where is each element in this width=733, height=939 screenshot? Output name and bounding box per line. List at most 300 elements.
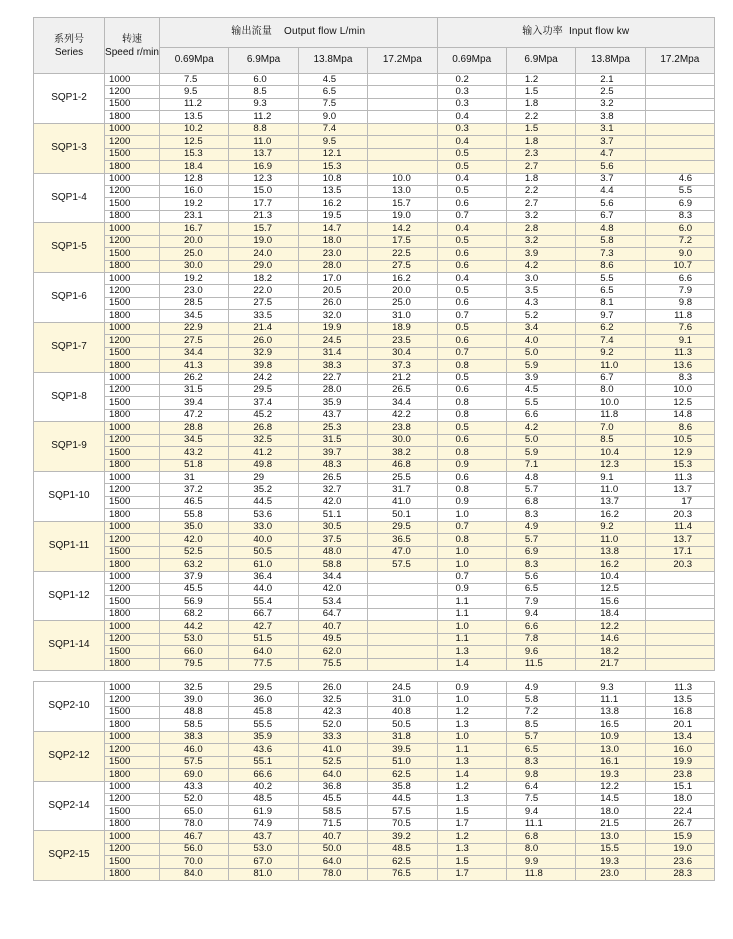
value-cell: 3.2 xyxy=(576,98,645,110)
value-cell: 19.0 xyxy=(645,843,714,855)
pressure-header: 13.8Mpa xyxy=(298,48,367,74)
value-cell: 27.5 xyxy=(229,297,298,309)
value-cell: 7.4 xyxy=(576,335,645,347)
value-cell: 6.0 xyxy=(229,74,298,86)
value-cell: 5.0 xyxy=(506,347,575,359)
value-cell: 12.9 xyxy=(645,447,714,459)
value-cell: 3.5 xyxy=(506,285,575,297)
value-cell: 66.0 xyxy=(160,646,229,658)
speed-cell: 1800 xyxy=(105,818,160,830)
pressure-header: 6.9Mpa xyxy=(506,48,575,74)
table-row xyxy=(34,384,715,396)
value-cell xyxy=(368,596,437,608)
value-cell: 9.8 xyxy=(506,769,575,781)
value-cell: 1.7 xyxy=(437,868,506,880)
value-cell: 11.0 xyxy=(229,136,298,148)
table-row xyxy=(34,769,715,781)
value-cell: 7.8 xyxy=(506,633,575,645)
value-cell xyxy=(645,161,714,173)
value-cell: 0.5 xyxy=(437,161,506,173)
value-cell: 48.3 xyxy=(298,459,367,471)
value-cell: 61.9 xyxy=(229,806,298,818)
value-cell: 15.6 xyxy=(576,596,645,608)
value-cell xyxy=(368,111,437,123)
value-cell: 18.0 xyxy=(645,793,714,805)
value-cell: 10.0 xyxy=(576,397,645,409)
value-cell: 13.0 xyxy=(576,744,645,756)
value-cell: 11.1 xyxy=(506,818,575,830)
value-cell: 6.2 xyxy=(576,322,645,334)
table-row xyxy=(34,472,715,484)
speed-cell: 1800 xyxy=(105,769,160,781)
value-cell: 5.6 xyxy=(576,161,645,173)
speed-header-cn: 转速 xyxy=(122,33,142,45)
value-cell: 5.7 xyxy=(506,534,575,546)
value-cell: 7.5 xyxy=(298,98,367,110)
speed-cell: 1200 xyxy=(105,583,160,595)
value-cell: 3.4 xyxy=(506,322,575,334)
value-cell: 11.3 xyxy=(645,682,714,694)
value-cell: 41.3 xyxy=(160,360,229,372)
value-cell: 24.5 xyxy=(368,682,437,694)
value-cell: 28.3 xyxy=(645,868,714,880)
value-cell: 2.5 xyxy=(576,86,645,98)
value-cell: 75.5 xyxy=(298,658,367,670)
value-cell: 57.5 xyxy=(368,806,437,818)
value-cell: 35.8 xyxy=(368,781,437,793)
pressure-header: 13.8Mpa xyxy=(576,48,645,74)
value-cell: 0.5 xyxy=(437,285,506,297)
value-cell: 31.4 xyxy=(298,347,367,359)
value-cell: 0.7 xyxy=(437,571,506,583)
series-cell: SQP1-14 xyxy=(34,621,105,671)
table-row xyxy=(34,596,715,608)
table-row xyxy=(34,161,715,173)
value-cell xyxy=(645,608,714,620)
speed-cell: 1800 xyxy=(105,310,160,322)
value-cell: 50.5 xyxy=(229,546,298,558)
speed-cell: 1200 xyxy=(105,534,160,546)
value-cell: 43.7 xyxy=(298,409,367,421)
value-cell: 12.5 xyxy=(645,397,714,409)
speed-cell: 1500 xyxy=(105,447,160,459)
value-cell: 38.3 xyxy=(298,360,367,372)
pressure-header: 17.2Mpa xyxy=(368,48,437,74)
table-row xyxy=(34,397,715,409)
value-cell xyxy=(368,74,437,86)
value-cell: 4.9 xyxy=(506,521,575,533)
value-cell: 5.6 xyxy=(506,571,575,583)
value-cell: 31 xyxy=(160,472,229,484)
value-cell: 5.9 xyxy=(506,360,575,372)
value-cell: 35.9 xyxy=(229,731,298,743)
value-cell: 1.5 xyxy=(437,856,506,868)
value-cell: 10.2 xyxy=(160,123,229,135)
table-row xyxy=(34,559,715,571)
value-cell xyxy=(645,98,714,110)
value-cell: 51.8 xyxy=(160,459,229,471)
value-cell: 20.3 xyxy=(645,509,714,521)
value-cell: 9.4 xyxy=(506,608,575,620)
value-cell xyxy=(645,596,714,608)
value-cell: 33.5 xyxy=(229,310,298,322)
speed-cell: 1800 xyxy=(105,459,160,471)
value-cell: 48.8 xyxy=(160,706,229,718)
value-cell xyxy=(368,148,437,160)
value-cell: 0.6 xyxy=(437,384,506,396)
value-cell: 41.2 xyxy=(229,447,298,459)
value-cell: 9.9 xyxy=(506,856,575,868)
table-row xyxy=(34,74,715,86)
value-cell xyxy=(368,646,437,658)
value-cell: 55.4 xyxy=(229,596,298,608)
table-row xyxy=(34,793,715,805)
value-cell: 4.5 xyxy=(298,74,367,86)
value-cell xyxy=(645,148,714,160)
table-row xyxy=(34,658,715,670)
value-cell: 12.2 xyxy=(576,621,645,633)
table-row xyxy=(34,123,715,135)
value-cell: 12.5 xyxy=(160,136,229,148)
value-cell: 4.3 xyxy=(506,297,575,309)
speed-cell: 1500 xyxy=(105,806,160,818)
value-cell: 31.0 xyxy=(368,694,437,706)
value-cell xyxy=(368,161,437,173)
table-row xyxy=(34,98,715,110)
speed-cell: 1500 xyxy=(105,496,160,508)
value-cell: 7.2 xyxy=(506,706,575,718)
speed-cell: 1800 xyxy=(105,111,160,123)
value-cell: 74.9 xyxy=(229,818,298,830)
value-cell: 78.0 xyxy=(298,868,367,880)
value-cell: 2.8 xyxy=(506,223,575,235)
table-row xyxy=(34,608,715,620)
value-cell: 66.7 xyxy=(229,608,298,620)
value-cell: 13.7 xyxy=(576,496,645,508)
value-cell: 23.0 xyxy=(160,285,229,297)
value-cell: 5.0 xyxy=(506,434,575,446)
value-cell: 2.7 xyxy=(506,198,575,210)
value-cell: 13.5 xyxy=(298,185,367,197)
value-cell: 1.1 xyxy=(437,633,506,645)
series-header-cn: 系列号 xyxy=(54,33,84,45)
value-cell: 55.5 xyxy=(229,719,298,731)
value-cell: 22.0 xyxy=(229,285,298,297)
value-cell: 42.0 xyxy=(298,496,367,508)
table-row xyxy=(34,260,715,272)
value-cell xyxy=(368,583,437,595)
value-cell: 25.5 xyxy=(368,472,437,484)
speed-cell: 1800 xyxy=(105,210,160,222)
value-cell: 32.5 xyxy=(298,694,367,706)
value-cell: 0.8 xyxy=(437,534,506,546)
table-row xyxy=(34,756,715,768)
value-cell xyxy=(368,608,437,620)
value-cell: 62.5 xyxy=(368,856,437,868)
table-row xyxy=(34,111,715,123)
value-cell: 14.7 xyxy=(298,223,367,235)
value-cell: 21.7 xyxy=(576,658,645,670)
value-cell: 19.2 xyxy=(160,273,229,285)
value-cell: 7.9 xyxy=(506,596,575,608)
value-cell xyxy=(645,74,714,86)
value-cell: 15.9 xyxy=(645,831,714,843)
value-cell: 10.0 xyxy=(368,173,437,185)
speed-cell: 1200 xyxy=(105,694,160,706)
speed-cell: 1800 xyxy=(105,868,160,880)
value-cell xyxy=(645,86,714,98)
value-cell: 56.0 xyxy=(160,843,229,855)
value-cell: 0.5 xyxy=(437,322,506,334)
value-cell: 37.2 xyxy=(160,484,229,496)
value-cell: 53.6 xyxy=(229,509,298,521)
value-cell: 9.3 xyxy=(229,98,298,110)
speed-cell: 1000 xyxy=(105,422,160,434)
value-cell: 14.8 xyxy=(645,409,714,421)
table-row xyxy=(34,856,715,868)
value-cell: 51.0 xyxy=(368,756,437,768)
value-cell: 16.1 xyxy=(576,756,645,768)
value-cell: 52.0 xyxy=(160,793,229,805)
value-cell: 8.3 xyxy=(645,210,714,222)
value-cell: 79.5 xyxy=(160,658,229,670)
value-cell: 57.5 xyxy=(160,756,229,768)
value-cell: 44.5 xyxy=(368,793,437,805)
value-cell: 0.5 xyxy=(437,185,506,197)
speed-cell: 1500 xyxy=(105,198,160,210)
speed-cell: 1000 xyxy=(105,571,160,583)
value-cell: 8.6 xyxy=(576,260,645,272)
value-cell: 21.2 xyxy=(368,372,437,384)
table-row xyxy=(34,148,715,160)
value-cell: 19.9 xyxy=(298,322,367,334)
value-cell: 13.7 xyxy=(645,534,714,546)
value-cell: 10.7 xyxy=(645,260,714,272)
series-header xyxy=(34,18,105,74)
value-cell: 37.9 xyxy=(160,571,229,583)
value-cell: 0.3 xyxy=(437,86,506,98)
value-cell: 58.5 xyxy=(160,719,229,731)
value-cell: 12.3 xyxy=(229,173,298,185)
value-cell: 20.3 xyxy=(645,559,714,571)
value-cell xyxy=(368,658,437,670)
value-cell: 1.0 xyxy=(437,509,506,521)
value-cell: 0.7 xyxy=(437,210,506,222)
value-cell xyxy=(645,658,714,670)
value-cell: 7.9 xyxy=(645,285,714,297)
value-cell: 0.9 xyxy=(437,496,506,508)
value-cell: 7.5 xyxy=(160,74,229,86)
value-cell: 42.7 xyxy=(229,621,298,633)
speed-cell: 1000 xyxy=(105,621,160,633)
value-cell: 71.5 xyxy=(298,818,367,830)
speed-cell: 1000 xyxy=(105,322,160,334)
value-cell: 4.5 xyxy=(506,384,575,396)
value-cell: 15.3 xyxy=(298,161,367,173)
value-cell: 65.0 xyxy=(160,806,229,818)
value-cell: 1.8 xyxy=(506,98,575,110)
table-body xyxy=(34,74,715,881)
value-cell: 9.8 xyxy=(645,297,714,309)
speed-cell: 1000 xyxy=(105,173,160,185)
table-row xyxy=(34,347,715,359)
value-cell: 49.8 xyxy=(229,459,298,471)
speed-cell: 1200 xyxy=(105,136,160,148)
series-cell: SQP1-10 xyxy=(34,472,105,522)
value-cell: 45.2 xyxy=(229,409,298,421)
value-cell: 12.2 xyxy=(576,781,645,793)
value-cell: 2.1 xyxy=(576,74,645,86)
value-cell: 41.0 xyxy=(368,496,437,508)
value-cell: 19.5 xyxy=(298,210,367,222)
value-cell xyxy=(645,633,714,645)
value-cell: 1.4 xyxy=(437,769,506,781)
value-cell: 55.1 xyxy=(229,756,298,768)
table-row xyxy=(34,868,715,880)
speed-cell: 1200 xyxy=(105,185,160,197)
value-cell: 1.8 xyxy=(506,136,575,148)
value-cell: 11.4 xyxy=(645,521,714,533)
value-cell: 44.0 xyxy=(229,583,298,595)
value-cell: 26.5 xyxy=(298,472,367,484)
value-cell: 1.0 xyxy=(437,731,506,743)
value-cell: 1.1 xyxy=(437,744,506,756)
speed-cell: 1200 xyxy=(105,335,160,347)
value-cell: 35.0 xyxy=(160,521,229,533)
value-cell: 9.5 xyxy=(298,136,367,148)
value-cell: 16.9 xyxy=(229,161,298,173)
value-cell: 6.5 xyxy=(298,86,367,98)
table-row xyxy=(34,459,715,471)
value-cell: 36.8 xyxy=(298,781,367,793)
value-cell: 44.5 xyxy=(229,496,298,508)
value-cell: 45.5 xyxy=(298,793,367,805)
value-cell: 16.7 xyxy=(160,223,229,235)
value-cell: 7.3 xyxy=(576,248,645,260)
value-cell: 11.1 xyxy=(576,694,645,706)
speed-cell: 1000 xyxy=(105,521,160,533)
table-row xyxy=(34,831,715,843)
pump-spec-table xyxy=(33,17,715,881)
value-cell: 6.8 xyxy=(506,496,575,508)
series-header-en: Series xyxy=(54,46,84,58)
table-row xyxy=(34,409,715,421)
value-cell: 4.8 xyxy=(576,223,645,235)
series-cell: SQP2-14 xyxy=(34,781,105,831)
value-cell: 37.3 xyxy=(368,360,437,372)
value-cell: 7.6 xyxy=(645,322,714,334)
value-cell: 16.0 xyxy=(160,185,229,197)
value-cell: 32.7 xyxy=(298,484,367,496)
value-cell: 24.2 xyxy=(229,372,298,384)
speed-cell: 1000 xyxy=(105,831,160,843)
value-cell: 37.5 xyxy=(298,534,367,546)
value-cell: 20.0 xyxy=(160,235,229,247)
value-cell: 29.5 xyxy=(229,384,298,396)
value-cell: 6.5 xyxy=(506,744,575,756)
value-cell: 21.3 xyxy=(229,210,298,222)
table-row xyxy=(34,434,715,446)
table-row xyxy=(34,719,715,731)
value-cell: 1.3 xyxy=(437,756,506,768)
value-cell: 46.8 xyxy=(368,459,437,471)
value-cell: 23.1 xyxy=(160,210,229,222)
value-cell: 16.2 xyxy=(576,559,645,571)
table-row xyxy=(34,210,715,222)
table-row xyxy=(34,360,715,372)
value-cell xyxy=(368,136,437,148)
value-cell: 9.6 xyxy=(506,646,575,658)
value-cell: 0.9 xyxy=(437,682,506,694)
speed-cell: 1800 xyxy=(105,608,160,620)
value-cell: 42.2 xyxy=(368,409,437,421)
value-cell: 33.3 xyxy=(298,731,367,743)
table-row xyxy=(34,546,715,558)
series-cell: SQP1-9 xyxy=(34,422,105,472)
value-cell: 40.7 xyxy=(298,621,367,633)
value-cell: 84.0 xyxy=(160,868,229,880)
series-cell: SQP2-12 xyxy=(34,731,105,781)
value-cell: 3.9 xyxy=(506,372,575,384)
value-cell: 0.6 xyxy=(437,248,506,260)
series-cell: SQP1-6 xyxy=(34,273,105,323)
value-cell: 14.6 xyxy=(576,633,645,645)
value-cell: 6.9 xyxy=(506,546,575,558)
value-cell: 5.2 xyxy=(506,310,575,322)
value-cell: 0.6 xyxy=(437,297,506,309)
value-cell: 34.4 xyxy=(160,347,229,359)
table-row xyxy=(34,646,715,658)
value-cell: 10.5 xyxy=(645,434,714,446)
value-cell: 1.2 xyxy=(506,74,575,86)
value-cell: 13.7 xyxy=(645,484,714,496)
value-cell: 15.3 xyxy=(645,459,714,471)
value-cell: 3.1 xyxy=(576,123,645,135)
speed-cell: 1000 xyxy=(105,223,160,235)
value-cell: 29.0 xyxy=(229,260,298,272)
value-cell: 15.1 xyxy=(645,781,714,793)
value-cell: 11.3 xyxy=(645,472,714,484)
value-cell: 30.5 xyxy=(298,521,367,533)
table-row xyxy=(34,248,715,260)
value-cell: 6.0 xyxy=(645,223,714,235)
value-cell: 0.8 xyxy=(437,484,506,496)
value-cell: 10.8 xyxy=(298,173,367,185)
value-cell: 8.3 xyxy=(506,509,575,521)
value-cell: 64.0 xyxy=(229,646,298,658)
section-gap xyxy=(34,671,715,682)
table-row xyxy=(34,583,715,595)
value-cell: 58.8 xyxy=(298,559,367,571)
value-cell: 39.5 xyxy=(368,744,437,756)
value-cell: 13.6 xyxy=(645,360,714,372)
series-cell: SQP1-11 xyxy=(34,521,105,571)
table-row xyxy=(34,682,715,694)
value-cell: 9.5 xyxy=(160,86,229,98)
value-cell: 26.2 xyxy=(160,372,229,384)
value-cell: 24.5 xyxy=(298,335,367,347)
value-cell: 1.0 xyxy=(437,621,506,633)
value-cell: 46.0 xyxy=(160,744,229,756)
value-cell: 55.8 xyxy=(160,509,229,521)
speed-cell: 1500 xyxy=(105,706,160,718)
value-cell: 36.0 xyxy=(229,694,298,706)
value-cell: 15.3 xyxy=(160,148,229,160)
table-row xyxy=(34,534,715,546)
speed-cell: 1200 xyxy=(105,843,160,855)
value-cell: 26.0 xyxy=(229,335,298,347)
value-cell: 1.4 xyxy=(437,658,506,670)
